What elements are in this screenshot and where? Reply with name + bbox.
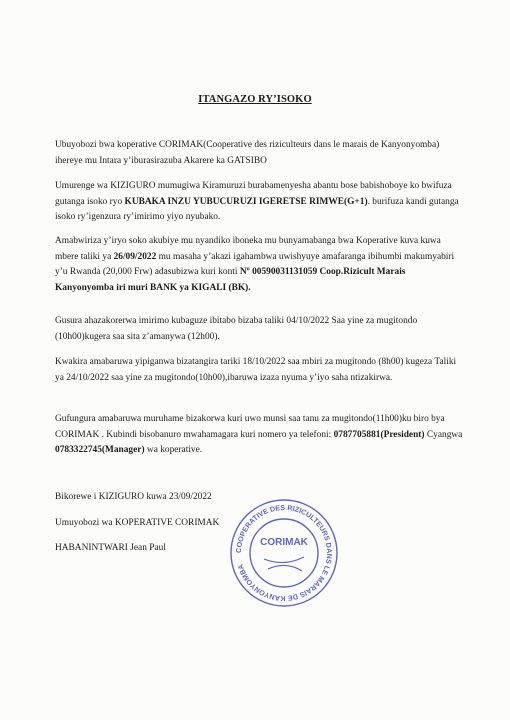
paragraph-tender-subject — [55, 179, 463, 226]
official-stamp — [228, 497, 340, 609]
text-segment: . burifuza kandi gutanga isoko ry’igenzura ry’imirimo yiyo nyubako. — [55, 196, 459, 222]
tender-project-title: KUBAKA INZU YUBUCURUZI IGERETSE RIMWE(G+1) — [124, 196, 368, 207]
paragraph-opening — [55, 412, 463, 459]
bank-account: Nº 00590031131059 Coop.Rizicult Marais Kanyonyomba iri muri BANK ya KIGALI (BK). — [55, 267, 406, 293]
document-title: ITANGAZO RY’ISOKO — [198, 94, 312, 105]
text-segment: mu masaha y’akazi igahambwa uwishyuye amafaranga ibihumbi makumyabiri y’u Rwanda (20,000 Frw) adasubizwa kuri konti — [55, 251, 455, 277]
stamp-signature-scribble — [264, 557, 304, 571]
stamp-outer-ring — [231, 500, 337, 606]
president-phone: 0787705881(President) — [333, 429, 425, 440]
paragraph-site-visit: Gusura ahazakorerwa imirimo kubaguze ibitabo bizaba taliki 04/10/2022 Saa yine za mugitondo (10h00)kugera saa sita z’amanywa (12h00). — [55, 316, 418, 342]
signature-role: Umuyobozi wa KOPERATIVE CORIMAK — [55, 518, 220, 528]
text-segment: Amabwiriza y’iryo soko akubiye mu nyandiko iboneka mu bunyamabanga bwa Koperative kuva kuwa mbere taliki ya — [55, 236, 441, 262]
paragraph-intro: Ubuyobozi bwa koperative CORIMAK(Cooperative des riziculteurs dans le marais de Kanyonyomba) ihereye mu Intara y’iburasirazuba Akarere ka GATSIBO — [55, 140, 440, 166]
text-segment: Cyangwa — [424, 429, 463, 440]
paragraph-submission: Kwakira amabaruwa yipiganwa bizatangira tariki 18/10/2022 saa mbiri za mugitondo (8h00) kugeza Taliki ya 24/10/2022 saa yine za mugitondo(10h00),ibaruwa izaza nyuma y’iyo saha ntizakirwa. — [55, 357, 457, 383]
text-segment: wa koperative. — [144, 445, 203, 455]
text-segment: Umurenge wa KIZIGURO mumugiwa Kiramuruzi burabamenyesha abantu bose babishoboye ko bwifuza gutanga isoko ryo — [55, 181, 452, 207]
manager-phone: 0783322745(Manager) — [55, 445, 145, 455]
paragraph-documents — [55, 234, 463, 296]
signature-name: HABANINTWARI Jean Paul — [55, 543, 166, 553]
signature-place-date: Bikorewe i KIZIGURO kuwa 23/09/2022 — [55, 492, 212, 502]
text-segment: Gufungura amabaruwa muruhame bizakorwa kuri uwo munsi saa tanu za mugitondo(11h00)ku biro bya CORIMAK . Kubindi bisobanuro mwahamagara kuri nomero ya telefoni: — [55, 414, 445, 440]
start-date: 26/09/2022 — [113, 251, 157, 262]
stamp-inner-ring — [250, 519, 318, 587]
stamp-outer-text: COOPERATIVE DES RIZICULTEURS DANS LE MARAIS DE KANYONYOMBA — [233, 502, 335, 604]
stamp-center-text: CORIMAK — [260, 537, 308, 548]
